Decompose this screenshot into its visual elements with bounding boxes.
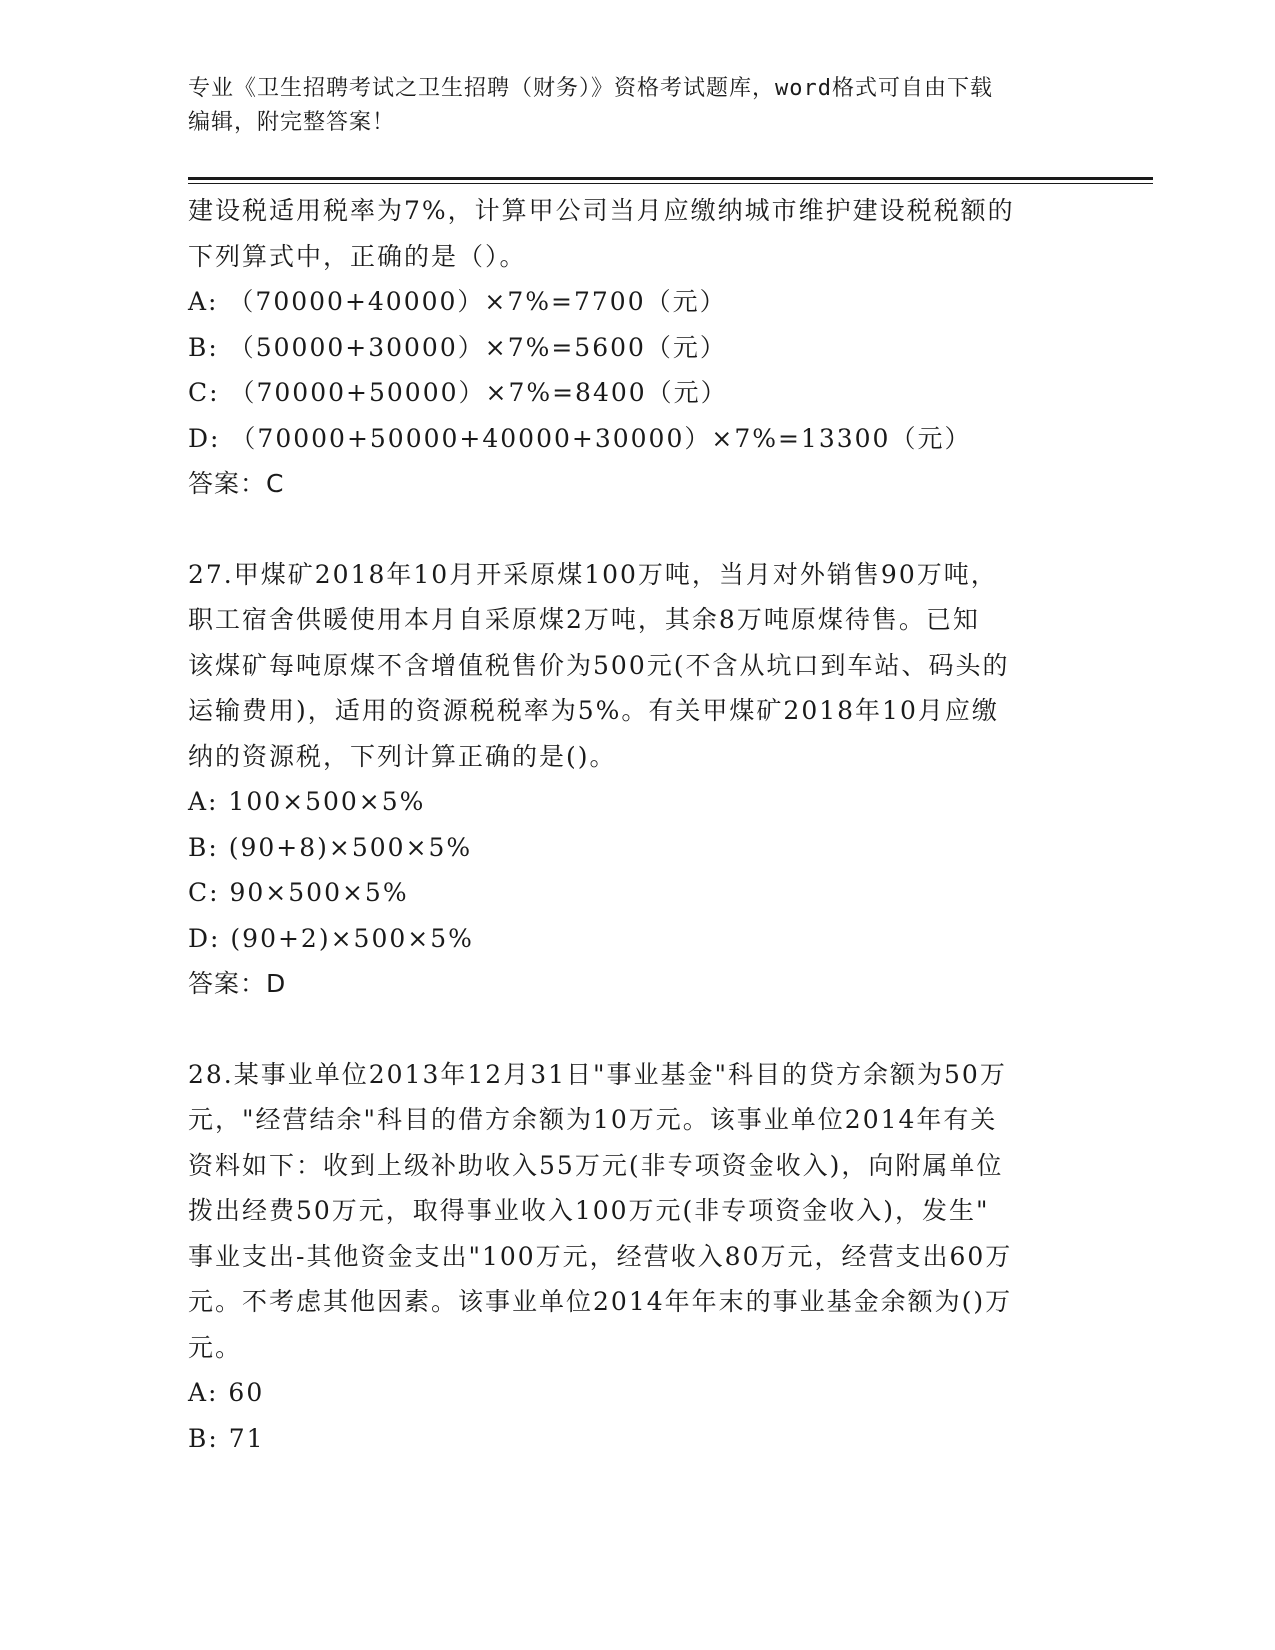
question-text-line: 职工宿舍供暖使用本月自采原煤2万吨，其余8万吨原煤待售。已知	[188, 605, 980, 634]
header-line: 编辑，附完整答案！	[188, 110, 396, 135]
header-divider	[188, 177, 1153, 180]
option-a: A: （70000+40000）×7%=7700（元）	[188, 287, 727, 316]
option-d: D: (90+2)×500×5%	[188, 923, 474, 953]
document-body	[188, 188, 1088, 1461]
question-28	[188, 1052, 1088, 1462]
header-line: 专业《卫生招聘考试之卫生招聘（财务）》资格考试题库，word格式可自由下载	[188, 76, 993, 101]
header-divider-thin	[188, 183, 1153, 184]
answer-line: 答案：C	[188, 469, 285, 498]
spacer	[188, 1007, 1088, 1052]
question-text-line: 纳的资源税，下列计算正确的是()。	[188, 741, 617, 771]
question-text-line: 元。不考虑其他因素。该事业单位2014年年末的事业基金余额为()万	[188, 1287, 1013, 1316]
question-text-line: 该煤矿每吨原煤不含增值税售价为500元(不含从坑口到车站、码头的	[188, 650, 1010, 680]
spacer	[188, 507, 1088, 552]
question-26	[188, 188, 1088, 507]
option-b: B: （50000+30000）×7%=5600（元）	[188, 332, 727, 362]
question-text-line: 拨出经费50万元，取得事业收入100万元(非专项资金收入)，发生"	[188, 1196, 990, 1225]
question-text-line: 运输费用)，适用的资源税税率为5%。有关甲煤矿2018年10月应缴	[188, 696, 999, 725]
question-text-line: 事业支出-其他资金支出"100万元，经营收入80万元，经营支出60万	[188, 1241, 1013, 1271]
option-a: A: 100×500×5%	[188, 787, 426, 816]
page-header	[188, 72, 1088, 140]
question-text-line: 下列算式中，正确的是（）。	[188, 241, 527, 271]
question-text-line: 元。	[188, 1332, 243, 1362]
option-c: C: 90×500×5%	[188, 878, 409, 907]
answer-line: 答案：D	[188, 969, 287, 998]
option-a: A: 60	[188, 1378, 265, 1407]
question-text-line: 资料如下：收到上级补助收入55万元(非专项资金收入)，向附属单位	[188, 1150, 1004, 1180]
question-text-line: 建设税适用税率为7%，计算甲公司当月应缴纳城市维护建设税税额的	[188, 196, 1015, 225]
option-b: B: 71	[188, 1423, 265, 1453]
question-text-line: 元，"经营结余"科目的借方余额为10万元。该事业单位2014年有关	[188, 1105, 998, 1134]
question-27	[188, 552, 1088, 1007]
question-text-line: 27.甲煤矿2018年10月开采原煤100万吨，当月对外销售90万吨，	[188, 559, 998, 589]
option-b: B: (90+8)×500×5%	[188, 832, 473, 862]
option-d: D: （70000+50000+40000+30000）×7%=13300（元）	[188, 423, 972, 453]
question-text-line: 28.某事业单位2013年12月31日"事业基金"科目的贷方余额为50万	[188, 1059, 1007, 1089]
option-c: C: （70000+50000）×7%=8400（元）	[188, 378, 728, 407]
